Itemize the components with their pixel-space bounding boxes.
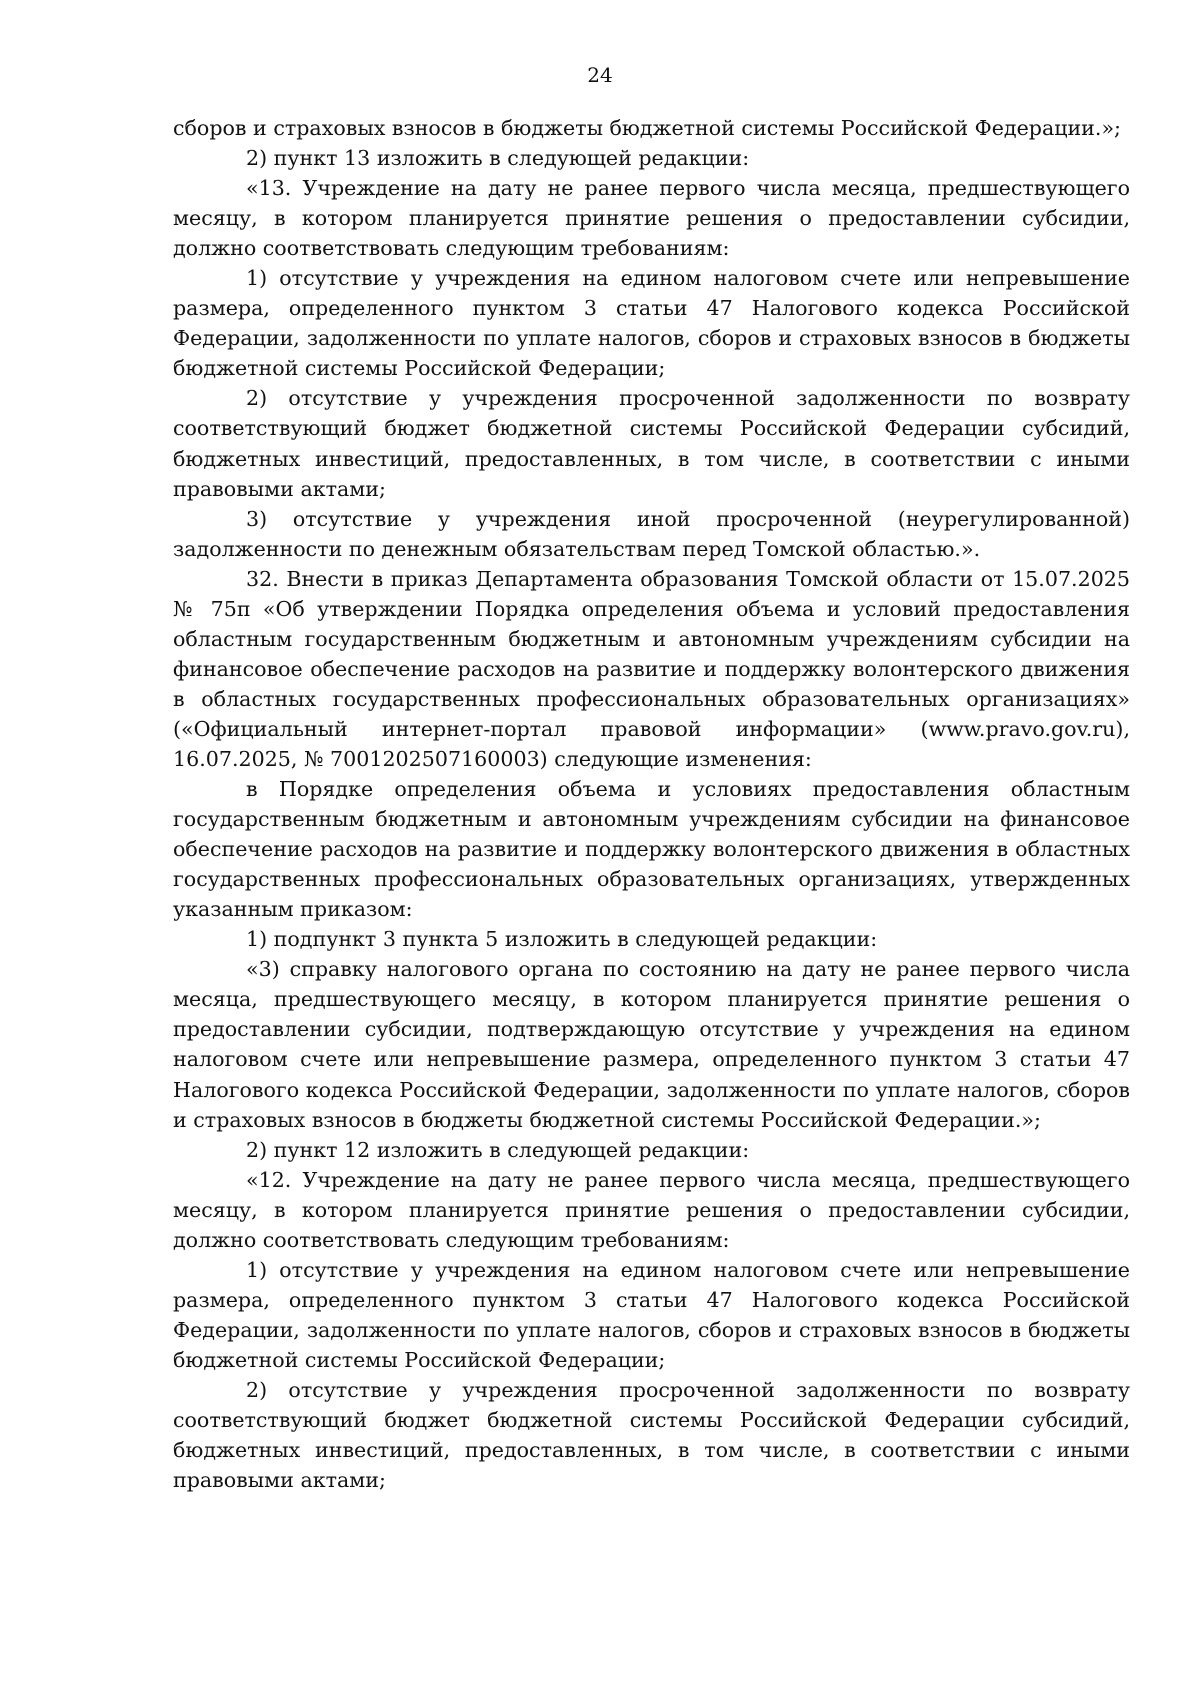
paragraph: 32. Внести в приказ Департамента образования Томской области от 15.07.2025 № 75п «Об утверждении Порядка определения объема и условий предоставления областным государственным бюджетным и автономным учреждениям субсидии на финансовое обеспечение расходов на развитие и поддержку волонтерского движения в областных государственных профессиональных образовательных организациях» («Официальный интернет-портал правовой информации» (www.pravo.gov.ru), 16.07.2025, № 7001202507160003) следующие изменения: bbox=[173, 566, 1130, 771]
paragraph: «13. Учреждение на дату не ранее первого числа месяца, предшествующего месяцу, в котором планируется принятие решения о предоставлении субсидии, должно соответствовать следующим требованиям: bbox=[173, 176, 1130, 261]
paragraph: 2) пункт 13 изложить в следующей редакции: bbox=[246, 146, 750, 171]
paragraph: в Порядке определения объема и условиях предоставления областным государственным бюджетным и автономным учреждениям субсидии на финансовое обеспечение расходов на развитие и поддержку волонтерского движения в областных государственных профессиональных образовательных организациях, утвержденных указанным приказом: bbox=[173, 777, 1130, 922]
paragraph: «3) справку налогового органа по состоянию на дату не ранее первого числа месяца, предшествующего месяцу, в котором планируется принятие решения о предоставлении субсидии, подтверждающую отсутствие у учреждения на едином налоговом счете или непревышение размера, определенного пунктом 3 статьи 47 Налогового кодекса Российской Федерации, задолженности по уплате налогов, сборов и страховых взносов в бюджеты бюджетной системы Российской Федерации.»; bbox=[173, 957, 1130, 1132]
document-body bbox=[173, 113, 1130, 1495]
paragraph: 2) пункт 12 изложить в следующей редакции: bbox=[246, 1137, 750, 1162]
paragraph: 1) отсутствие у учреждения на едином налоговом счете или непревышение размера, определенного пунктом 3 статьи 47 Налогового кодекса Российской Федерации, задолженности по уплате налогов, сборов и страховых взносов в бюджеты бюджетной системы Российской Федерации; bbox=[173, 266, 1130, 381]
paragraph: сборов и страховых взносов в бюджеты бюджетной системы Российской Федерации.»; bbox=[173, 116, 1121, 140]
page-number: 24 bbox=[587, 63, 613, 87]
paragraph: 2) отсутствие у учреждения просроченной задолженности по возврату соответствующий бюджет бюджетной системы Российской Федерации субсидий, бюджетных инвестиций, предоставленных, в том числе, в соответствии с иными правовыми актами; bbox=[173, 386, 1130, 501]
paragraph: «12. Учреждение на дату не ранее первого числа месяца, предшествующего месяцу, в котором планируется принятие решения о предоставлении субсидии, должно соответствовать следующим требованиям: bbox=[173, 1167, 1130, 1252]
paragraph: 2) отсутствие у учреждения просроченной задолженности по возврату соответствующий бюджет бюджетной системы Российской Федерации субсидий, бюджетных инвестиций, предоставленных, в том числе, в соответствии с иными правовыми актами; bbox=[173, 1377, 1130, 1493]
paragraph: 1) подпункт 3 пункта 5 изложить в следующей редакции: bbox=[246, 927, 878, 952]
paragraph: 3) отсутствие у учреждения иной просроченной (неурегулированной) задолженности по денежным обязательствам перед Томской областью.». bbox=[173, 506, 1130, 561]
paragraph: 1) отсутствие у учреждения на едином налоговом счете или непревышение размера, определенного пунктом 3 статьи 47 Налогового кодекса Российской Федерации, задолженности по уплате налогов, сборов и страховых взносов в бюджеты бюджетной системы Российской Федерации; bbox=[173, 1257, 1130, 1372]
